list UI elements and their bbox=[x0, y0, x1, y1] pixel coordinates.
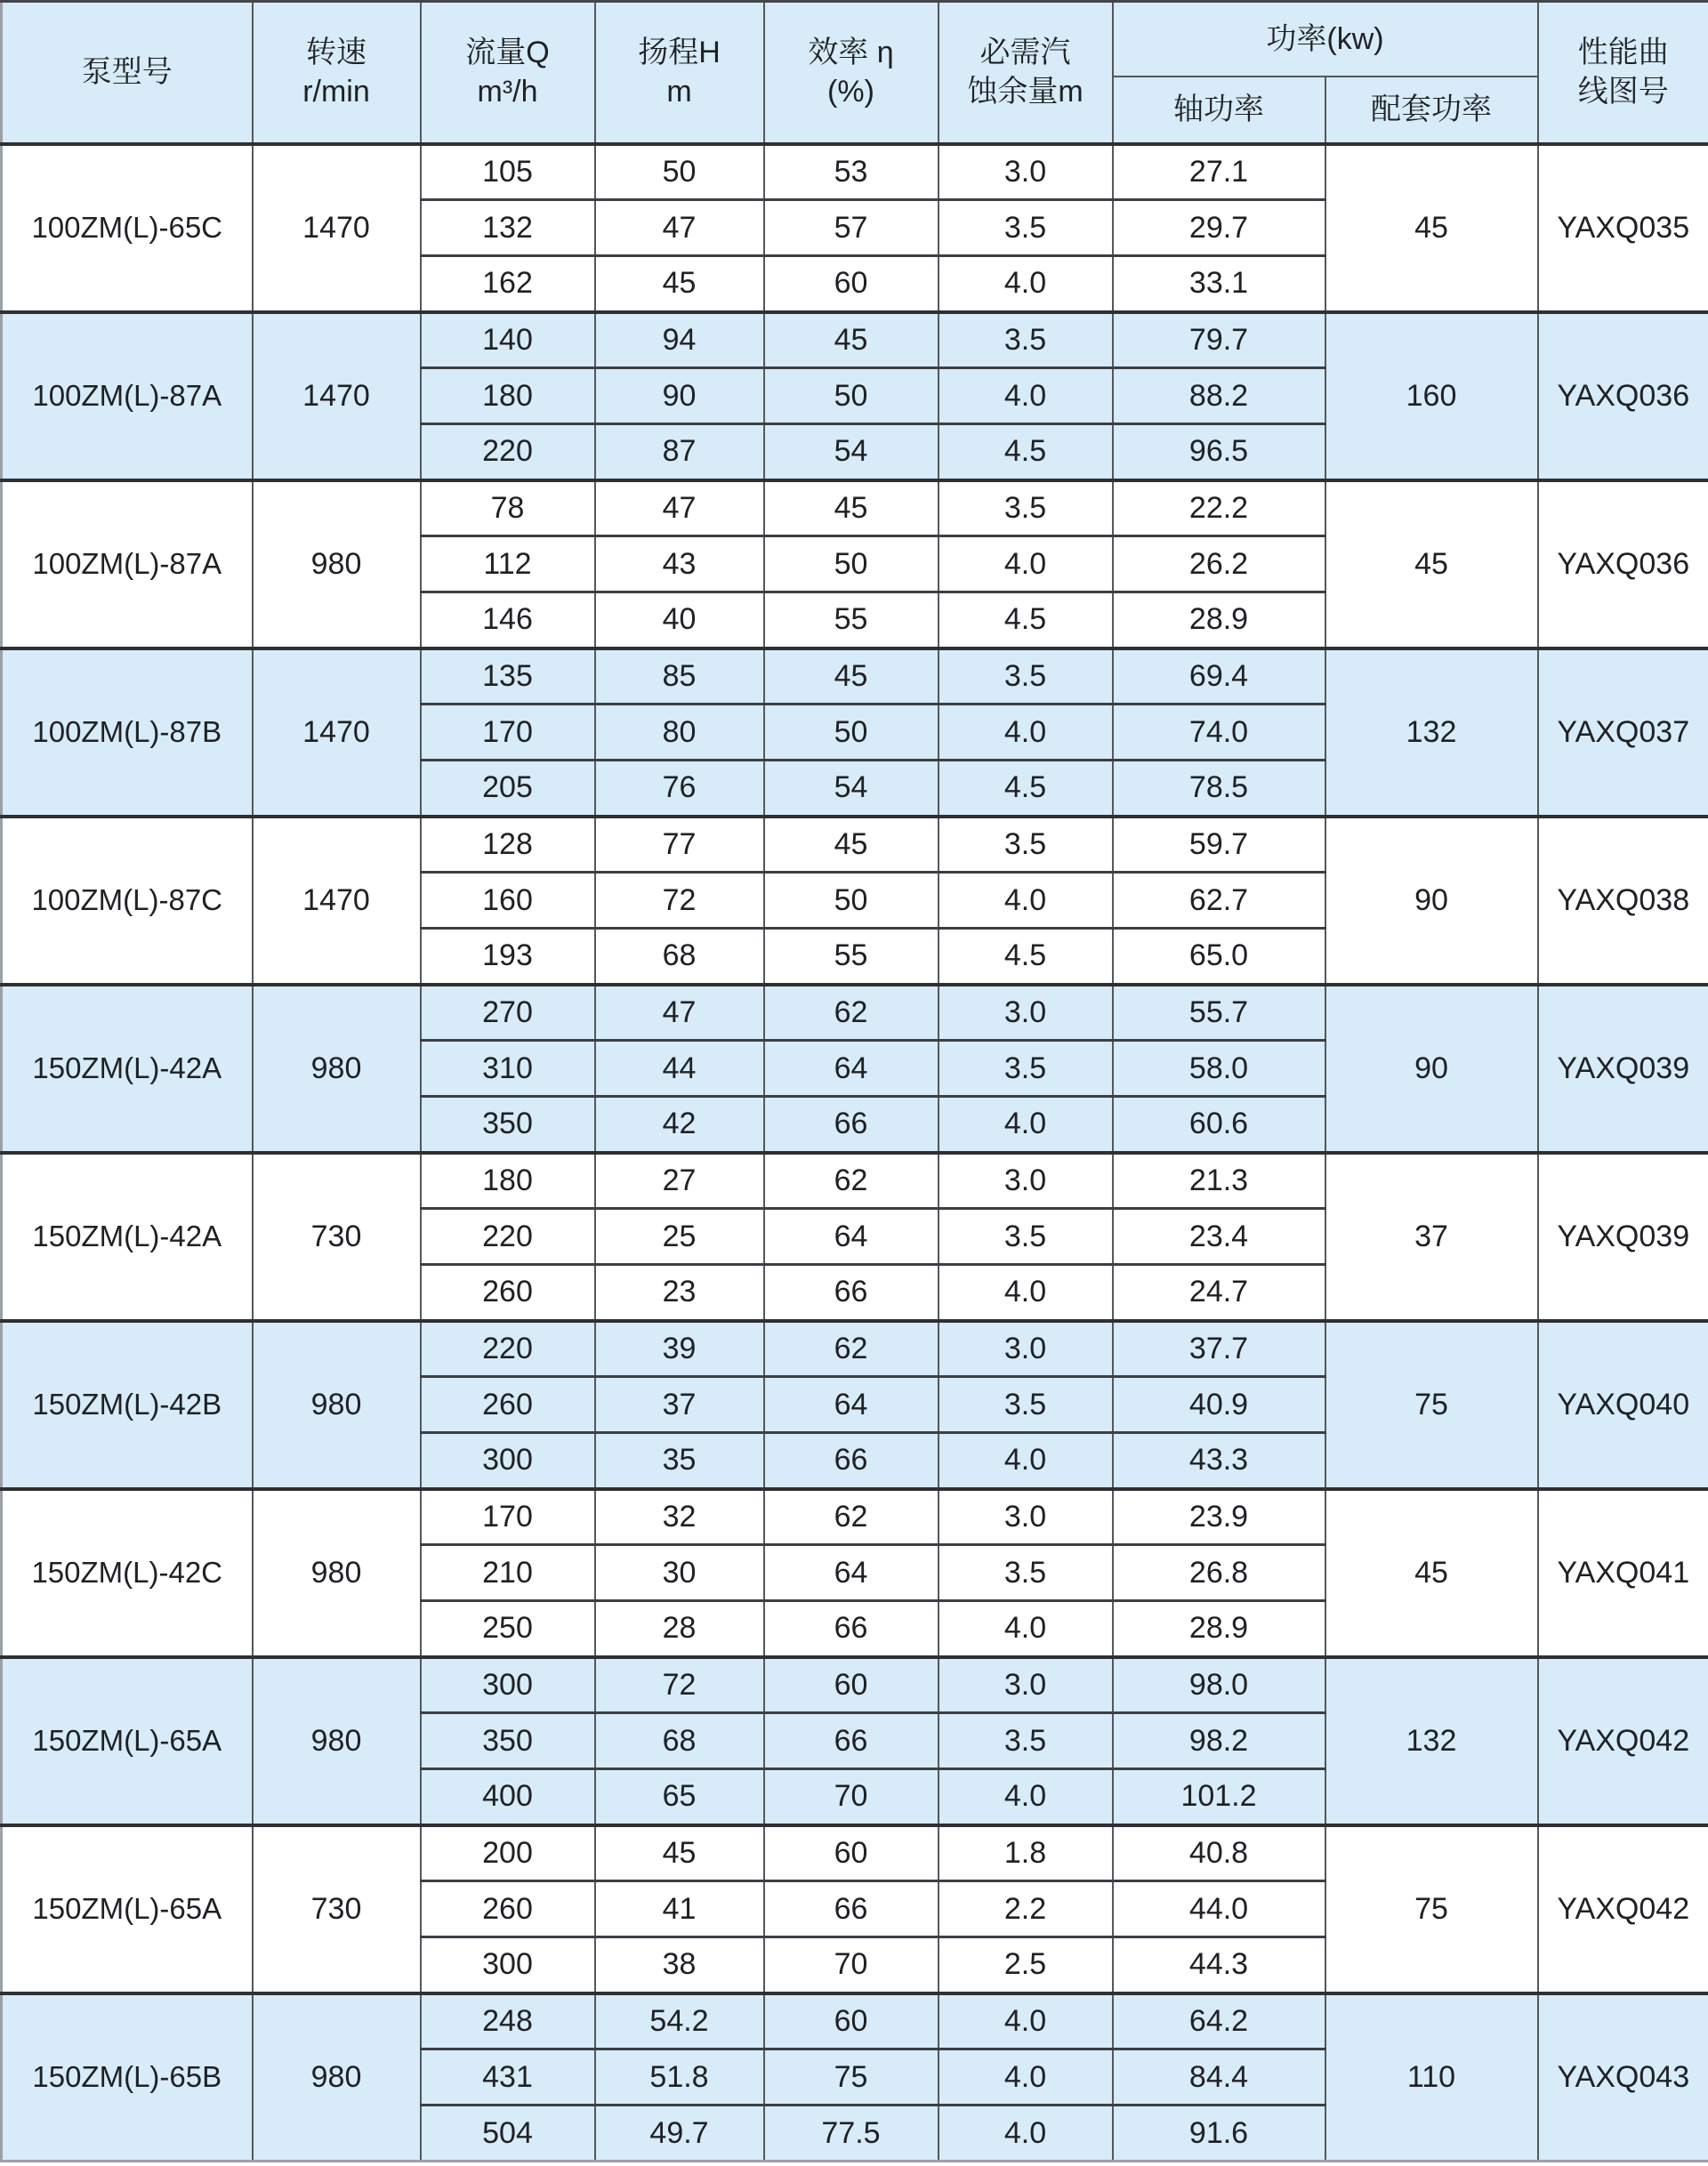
pump-group bbox=[2, 1153, 1708, 1321]
pump-model-cell: 150ZM(L)-42B bbox=[2, 1321, 253, 1489]
shaft-power-cell: 44.3 bbox=[1113, 1937, 1325, 1993]
flow-cell: 300 bbox=[421, 1657, 595, 1713]
pump-model-cell: 150ZM(L)-42A bbox=[2, 985, 253, 1153]
head-cell: 51.8 bbox=[595, 2049, 764, 2106]
pump-group bbox=[2, 1825, 1708, 1993]
curve-number-cell: YAXQ039 bbox=[1538, 985, 1708, 1153]
head-cell: 76 bbox=[595, 761, 764, 817]
matched-power-cell: 90 bbox=[1325, 985, 1538, 1153]
matched-power-cell: 75 bbox=[1325, 1321, 1538, 1489]
head-cell: 94 bbox=[595, 312, 764, 368]
efficiency-cell: 66 bbox=[764, 1713, 939, 1769]
head-cell: 44 bbox=[595, 1041, 764, 1097]
pump-model-cell: 150ZM(L)-65A bbox=[2, 1825, 253, 1993]
npsh-cell: 3.5 bbox=[939, 480, 1113, 536]
curve-number-cell: YAXQ042 bbox=[1538, 1825, 1708, 1993]
curve-number-cell: YAXQ042 bbox=[1538, 1657, 1708, 1825]
flow-cell: 180 bbox=[421, 368, 595, 424]
npsh-cell: 3.5 bbox=[939, 1545, 1113, 1601]
shaft-power-cell: 84.4 bbox=[1113, 2049, 1325, 2106]
table-header bbox=[2, 2, 1708, 144]
table-row bbox=[2, 817, 1708, 873]
npsh-cell: 4.0 bbox=[939, 1265, 1113, 1321]
head-cell: 43 bbox=[595, 536, 764, 592]
head-cell: 50 bbox=[595, 144, 764, 200]
header-npsh-line2: 蚀余量m bbox=[967, 75, 1084, 109]
pump-group bbox=[2, 817, 1708, 985]
speed-cell: 1470 bbox=[253, 648, 421, 817]
npsh-cell: 4.0 bbox=[939, 256, 1113, 312]
npsh-cell: 3.0 bbox=[939, 1153, 1113, 1209]
npsh-cell: 3.0 bbox=[939, 1321, 1113, 1377]
matched-power-cell: 132 bbox=[1325, 648, 1538, 817]
shaft-power-cell: 24.7 bbox=[1113, 1265, 1325, 1321]
matched-power-cell: 160 bbox=[1325, 312, 1538, 480]
flow-cell: 180 bbox=[421, 1153, 595, 1209]
shaft-power-cell: 40.9 bbox=[1113, 1377, 1325, 1433]
header-efficiency bbox=[764, 2, 939, 144]
table-row bbox=[2, 312, 1708, 368]
matched-power-cell: 132 bbox=[1325, 1657, 1538, 1825]
head-cell: 77 bbox=[595, 817, 764, 873]
npsh-cell: 4.5 bbox=[939, 592, 1113, 648]
head-cell: 41 bbox=[595, 1881, 764, 1937]
npsh-cell: 3.0 bbox=[939, 144, 1113, 200]
header-power-group: 功率(kw) bbox=[1113, 2, 1538, 76]
head-cell: 54.2 bbox=[595, 1993, 764, 2049]
head-cell: 47 bbox=[595, 480, 764, 536]
shaft-power-cell: 26.2 bbox=[1113, 536, 1325, 592]
flow-cell: 250 bbox=[421, 1601, 595, 1657]
npsh-cell: 4.5 bbox=[939, 761, 1113, 817]
shaft-power-cell: 37.7 bbox=[1113, 1321, 1325, 1377]
head-cell: 87 bbox=[595, 424, 764, 480]
efficiency-cell: 66 bbox=[764, 1433, 939, 1489]
header-npsh bbox=[939, 2, 1113, 144]
npsh-cell: 3.5 bbox=[939, 1713, 1113, 1769]
head-cell: 35 bbox=[595, 1433, 764, 1489]
npsh-cell: 3.5 bbox=[939, 200, 1113, 256]
header-efficiency-line1: 效率 η bbox=[808, 36, 894, 70]
pump-group bbox=[2, 1657, 1708, 1825]
flow-cell: 260 bbox=[421, 1265, 595, 1321]
pump-group bbox=[2, 1489, 1708, 1657]
head-cell: 32 bbox=[595, 1489, 764, 1545]
efficiency-cell: 66 bbox=[764, 1097, 939, 1153]
efficiency-cell: 64 bbox=[764, 1545, 939, 1601]
speed-cell: 1470 bbox=[253, 144, 421, 312]
pump-model-cell: 150ZM(L)-42C bbox=[2, 1489, 253, 1657]
shaft-power-cell: 64.2 bbox=[1113, 1993, 1325, 2049]
curve-number-cell: YAXQ035 bbox=[1538, 144, 1708, 312]
shaft-power-cell: 101.2 bbox=[1113, 1769, 1325, 1825]
efficiency-cell: 53 bbox=[764, 144, 939, 200]
pump-group bbox=[2, 312, 1708, 480]
npsh-cell: 3.0 bbox=[939, 1657, 1113, 1713]
pump-model-cell: 100ZM(L)-87B bbox=[2, 648, 253, 817]
efficiency-cell: 50 bbox=[764, 368, 939, 424]
shaft-power-cell: 60.6 bbox=[1113, 1097, 1325, 1153]
speed-cell: 980 bbox=[253, 1657, 421, 1825]
pump-group bbox=[2, 1993, 1708, 2162]
flow-cell: 300 bbox=[421, 1433, 595, 1489]
efficiency-cell: 62 bbox=[764, 985, 939, 1041]
flow-cell: 350 bbox=[421, 1097, 595, 1153]
efficiency-cell: 50 bbox=[764, 536, 939, 592]
shaft-power-cell: 43.3 bbox=[1113, 1433, 1325, 1489]
flow-cell: 162 bbox=[421, 256, 595, 312]
header-head-line1: 扬程H bbox=[638, 36, 721, 70]
flow-cell: 135 bbox=[421, 648, 595, 705]
flow-cell: 300 bbox=[421, 1937, 595, 1993]
shaft-power-cell: 78.5 bbox=[1113, 761, 1325, 817]
npsh-cell: 4.0 bbox=[939, 368, 1113, 424]
efficiency-cell: 60 bbox=[764, 256, 939, 312]
head-cell: 47 bbox=[595, 200, 764, 256]
npsh-cell: 4.0 bbox=[939, 536, 1113, 592]
pump-model-cell: 100ZM(L)-87A bbox=[2, 480, 253, 648]
header-flow bbox=[421, 2, 595, 144]
speed-cell: 1470 bbox=[253, 312, 421, 480]
speed-cell: 980 bbox=[253, 985, 421, 1153]
matched-power-cell: 110 bbox=[1325, 1993, 1538, 2162]
header-pump-model: 泵型号 bbox=[2, 2, 253, 144]
speed-cell: 980 bbox=[253, 1993, 421, 2162]
efficiency-cell: 70 bbox=[764, 1937, 939, 1993]
table-row bbox=[2, 1489, 1708, 1545]
head-cell: 47 bbox=[595, 985, 764, 1041]
table-row bbox=[2, 144, 1708, 200]
flow-cell: 270 bbox=[421, 985, 595, 1041]
head-cell: 72 bbox=[595, 873, 764, 929]
header-speed-line2: r/min bbox=[302, 75, 370, 109]
head-cell: 90 bbox=[595, 368, 764, 424]
flow-cell: 220 bbox=[421, 424, 595, 480]
header-matched-power: 配套功率 bbox=[1325, 76, 1538, 144]
matched-power-cell: 45 bbox=[1325, 144, 1538, 312]
shaft-power-cell: 59.7 bbox=[1113, 817, 1325, 873]
flow-cell: 260 bbox=[421, 1377, 595, 1433]
flow-cell: 140 bbox=[421, 312, 595, 368]
shaft-power-cell: 27.1 bbox=[1113, 144, 1325, 200]
npsh-cell: 4.0 bbox=[939, 873, 1113, 929]
header-head bbox=[595, 2, 764, 144]
head-cell: 45 bbox=[595, 256, 764, 312]
header-efficiency-line2: (%) bbox=[827, 75, 874, 109]
npsh-cell: 1.8 bbox=[939, 1825, 1113, 1881]
flow-cell: 200 bbox=[421, 1825, 595, 1881]
matched-power-cell: 45 bbox=[1325, 1489, 1538, 1657]
efficiency-cell: 60 bbox=[764, 1993, 939, 2049]
speed-cell: 730 bbox=[253, 1825, 421, 1993]
efficiency-cell: 54 bbox=[764, 761, 939, 817]
flow-cell: 160 bbox=[421, 873, 595, 929]
speed-cell: 980 bbox=[253, 480, 421, 648]
head-cell: 72 bbox=[595, 1657, 764, 1713]
table-row bbox=[2, 1153, 1708, 1209]
pump-group bbox=[2, 648, 1708, 817]
shaft-power-cell: 23.9 bbox=[1113, 1489, 1325, 1545]
npsh-cell: 3.5 bbox=[939, 1209, 1113, 1265]
npsh-cell: 3.5 bbox=[939, 1377, 1113, 1433]
efficiency-cell: 66 bbox=[764, 1265, 939, 1321]
flow-cell: 105 bbox=[421, 144, 595, 200]
shaft-power-cell: 44.0 bbox=[1113, 1881, 1325, 1937]
curve-number-cell: YAXQ039 bbox=[1538, 1153, 1708, 1321]
header-shaft-power: 轴功率 bbox=[1113, 76, 1325, 144]
head-cell: 65 bbox=[595, 1769, 764, 1825]
shaft-power-cell: 98.2 bbox=[1113, 1713, 1325, 1769]
efficiency-cell: 62 bbox=[764, 1321, 939, 1377]
flow-cell: 112 bbox=[421, 536, 595, 592]
shaft-power-cell: 91.6 bbox=[1113, 2106, 1325, 2162]
efficiency-cell: 77.5 bbox=[764, 2106, 939, 2162]
shaft-power-cell: 69.4 bbox=[1113, 648, 1325, 705]
flow-cell: 146 bbox=[421, 592, 595, 648]
shaft-power-cell: 96.5 bbox=[1113, 424, 1325, 480]
flow-cell: 210 bbox=[421, 1545, 595, 1601]
head-cell: 42 bbox=[595, 1097, 764, 1153]
npsh-cell: 3.0 bbox=[939, 1489, 1113, 1545]
flow-cell: 431 bbox=[421, 2049, 595, 2106]
header-speed bbox=[253, 2, 421, 144]
speed-cell: 730 bbox=[253, 1153, 421, 1321]
efficiency-cell: 64 bbox=[764, 1377, 939, 1433]
pump-group bbox=[2, 144, 1708, 312]
shaft-power-cell: 74.0 bbox=[1113, 705, 1325, 761]
header-curve-line2: 线图号 bbox=[1577, 75, 1669, 109]
npsh-cell: 4.5 bbox=[939, 929, 1113, 985]
flow-cell: 128 bbox=[421, 817, 595, 873]
header-head-line2: m bbox=[666, 75, 692, 109]
npsh-cell: 2.5 bbox=[939, 1937, 1113, 1993]
efficiency-cell: 45 bbox=[764, 817, 939, 873]
npsh-cell: 3.5 bbox=[939, 648, 1113, 705]
efficiency-cell: 54 bbox=[764, 424, 939, 480]
table-row bbox=[2, 1321, 1708, 1377]
shaft-power-cell: 65.0 bbox=[1113, 929, 1325, 985]
pump-group bbox=[2, 985, 1708, 1153]
npsh-cell: 3.5 bbox=[939, 312, 1113, 368]
npsh-cell: 3.5 bbox=[939, 817, 1113, 873]
npsh-cell: 4.0 bbox=[939, 2106, 1113, 2162]
head-cell: 68 bbox=[595, 1713, 764, 1769]
efficiency-cell: 55 bbox=[764, 592, 939, 648]
head-cell: 28 bbox=[595, 1601, 764, 1657]
efficiency-cell: 62 bbox=[764, 1153, 939, 1209]
curve-number-cell: YAXQ037 bbox=[1538, 648, 1708, 817]
pump-model-cell: 100ZM(L)-87A bbox=[2, 312, 253, 480]
shaft-power-cell: 23.4 bbox=[1113, 1209, 1325, 1265]
head-cell: 23 bbox=[595, 1265, 764, 1321]
table-row bbox=[2, 1993, 1708, 2049]
table-row bbox=[2, 985, 1708, 1041]
head-cell: 27 bbox=[595, 1153, 764, 1209]
curve-number-cell: YAXQ036 bbox=[1538, 312, 1708, 480]
matched-power-cell: 45 bbox=[1325, 480, 1538, 648]
efficiency-cell: 45 bbox=[764, 480, 939, 536]
table-row bbox=[2, 1825, 1708, 1881]
npsh-cell: 4.5 bbox=[939, 424, 1113, 480]
npsh-cell: 4.0 bbox=[939, 2049, 1113, 2106]
speed-cell: 1470 bbox=[253, 817, 421, 985]
header-flow-line2: m³/h bbox=[477, 75, 538, 109]
head-cell: 39 bbox=[595, 1321, 764, 1377]
npsh-cell: 4.0 bbox=[939, 1097, 1113, 1153]
efficiency-cell: 66 bbox=[764, 1881, 939, 1937]
flow-cell: 220 bbox=[421, 1209, 595, 1265]
curve-number-cell: YAXQ038 bbox=[1538, 817, 1708, 985]
matched-power-cell: 37 bbox=[1325, 1153, 1538, 1321]
flow-cell: 170 bbox=[421, 1489, 595, 1545]
shaft-power-cell: 55.7 bbox=[1113, 985, 1325, 1041]
speed-cell: 980 bbox=[253, 1321, 421, 1489]
efficiency-cell: 55 bbox=[764, 929, 939, 985]
flow-cell: 78 bbox=[421, 480, 595, 536]
efficiency-cell: 75 bbox=[764, 2049, 939, 2106]
head-cell: 49.7 bbox=[595, 2106, 764, 2162]
efficiency-cell: 64 bbox=[764, 1041, 939, 1097]
flow-cell: 220 bbox=[421, 1321, 595, 1377]
shaft-power-cell: 21.3 bbox=[1113, 1153, 1325, 1209]
header-curve-line1: 性能曲 bbox=[1577, 36, 1669, 70]
header-flow-line1: 流量Q bbox=[465, 36, 550, 70]
efficiency-cell: 50 bbox=[764, 705, 939, 761]
head-cell: 30 bbox=[595, 1545, 764, 1601]
efficiency-cell: 64 bbox=[764, 1209, 939, 1265]
header-curve-number bbox=[1538, 2, 1708, 144]
pump-model-cell: 150ZM(L)-65B bbox=[2, 1993, 253, 2162]
curve-number-cell: YAXQ040 bbox=[1538, 1321, 1708, 1489]
shaft-power-cell: 88.2 bbox=[1113, 368, 1325, 424]
npsh-cell: 4.0 bbox=[939, 705, 1113, 761]
efficiency-cell: 50 bbox=[764, 873, 939, 929]
shaft-power-cell: 28.9 bbox=[1113, 1601, 1325, 1657]
head-cell: 40 bbox=[595, 592, 764, 648]
head-cell: 25 bbox=[595, 1209, 764, 1265]
npsh-cell: 3.0 bbox=[939, 985, 1113, 1041]
flow-cell: 205 bbox=[421, 761, 595, 817]
flow-cell: 310 bbox=[421, 1041, 595, 1097]
matched-power-cell: 90 bbox=[1325, 817, 1538, 985]
speed-cell: 980 bbox=[253, 1489, 421, 1657]
efficiency-cell: 45 bbox=[764, 312, 939, 368]
shaft-power-cell: 22.2 bbox=[1113, 480, 1325, 536]
efficiency-cell: 66 bbox=[764, 1601, 939, 1657]
flow-cell: 193 bbox=[421, 929, 595, 985]
flow-cell: 248 bbox=[421, 1993, 595, 2049]
shaft-power-cell: 26.8 bbox=[1113, 1545, 1325, 1601]
pump-model-cell: 150ZM(L)-65A bbox=[2, 1657, 253, 1825]
head-cell: 38 bbox=[595, 1937, 764, 1993]
table-row bbox=[2, 1657, 1708, 1713]
head-cell: 37 bbox=[595, 1377, 764, 1433]
flow-cell: 350 bbox=[421, 1713, 595, 1769]
npsh-cell: 4.0 bbox=[939, 1769, 1113, 1825]
npsh-cell: 4.0 bbox=[939, 1433, 1113, 1489]
pump-group bbox=[2, 1321, 1708, 1489]
flow-cell: 400 bbox=[421, 1769, 595, 1825]
flow-cell: 132 bbox=[421, 200, 595, 256]
flow-cell: 504 bbox=[421, 2106, 595, 2162]
efficiency-cell: 45 bbox=[764, 648, 939, 705]
efficiency-cell: 60 bbox=[764, 1657, 939, 1713]
shaft-power-cell: 79.7 bbox=[1113, 312, 1325, 368]
pump-model-cell: 100ZM(L)-87C bbox=[2, 817, 253, 985]
efficiency-cell: 70 bbox=[764, 1769, 939, 1825]
shaft-power-cell: 98.0 bbox=[1113, 1657, 1325, 1713]
npsh-cell: 3.5 bbox=[939, 1041, 1113, 1097]
shaft-power-cell: 28.9 bbox=[1113, 592, 1325, 648]
shaft-power-cell: 33.1 bbox=[1113, 256, 1325, 312]
flow-cell: 170 bbox=[421, 705, 595, 761]
efficiency-cell: 57 bbox=[764, 200, 939, 256]
curve-number-cell: YAXQ041 bbox=[1538, 1489, 1708, 1657]
header-npsh-line1: 必需汽 bbox=[979, 36, 1071, 70]
curve-number-cell: YAXQ043 bbox=[1538, 1993, 1708, 2162]
efficiency-cell: 60 bbox=[764, 1825, 939, 1881]
head-cell: 45 bbox=[595, 1825, 764, 1881]
npsh-cell: 2.2 bbox=[939, 1881, 1113, 1937]
shaft-power-cell: 40.8 bbox=[1113, 1825, 1325, 1881]
head-cell: 68 bbox=[595, 929, 764, 985]
flow-cell: 260 bbox=[421, 1881, 595, 1937]
npsh-cell: 4.0 bbox=[939, 1601, 1113, 1657]
shaft-power-cell: 29.7 bbox=[1113, 200, 1325, 256]
matched-power-cell: 75 bbox=[1325, 1825, 1538, 1993]
table-row bbox=[2, 480, 1708, 536]
table-row bbox=[2, 648, 1708, 705]
pump-group bbox=[2, 480, 1708, 648]
head-cell: 85 bbox=[595, 648, 764, 705]
curve-number-cell: YAXQ036 bbox=[1538, 480, 1708, 648]
header-speed-line1: 转速 bbox=[306, 36, 367, 70]
pump-model-cell: 100ZM(L)-65C bbox=[2, 144, 253, 312]
shaft-power-cell: 58.0 bbox=[1113, 1041, 1325, 1097]
shaft-power-cell: 62.7 bbox=[1113, 873, 1325, 929]
npsh-cell: 4.0 bbox=[939, 1993, 1113, 2049]
head-cell: 80 bbox=[595, 705, 764, 761]
pump-model-cell: 150ZM(L)-42A bbox=[2, 1153, 253, 1321]
efficiency-cell: 62 bbox=[764, 1489, 939, 1545]
